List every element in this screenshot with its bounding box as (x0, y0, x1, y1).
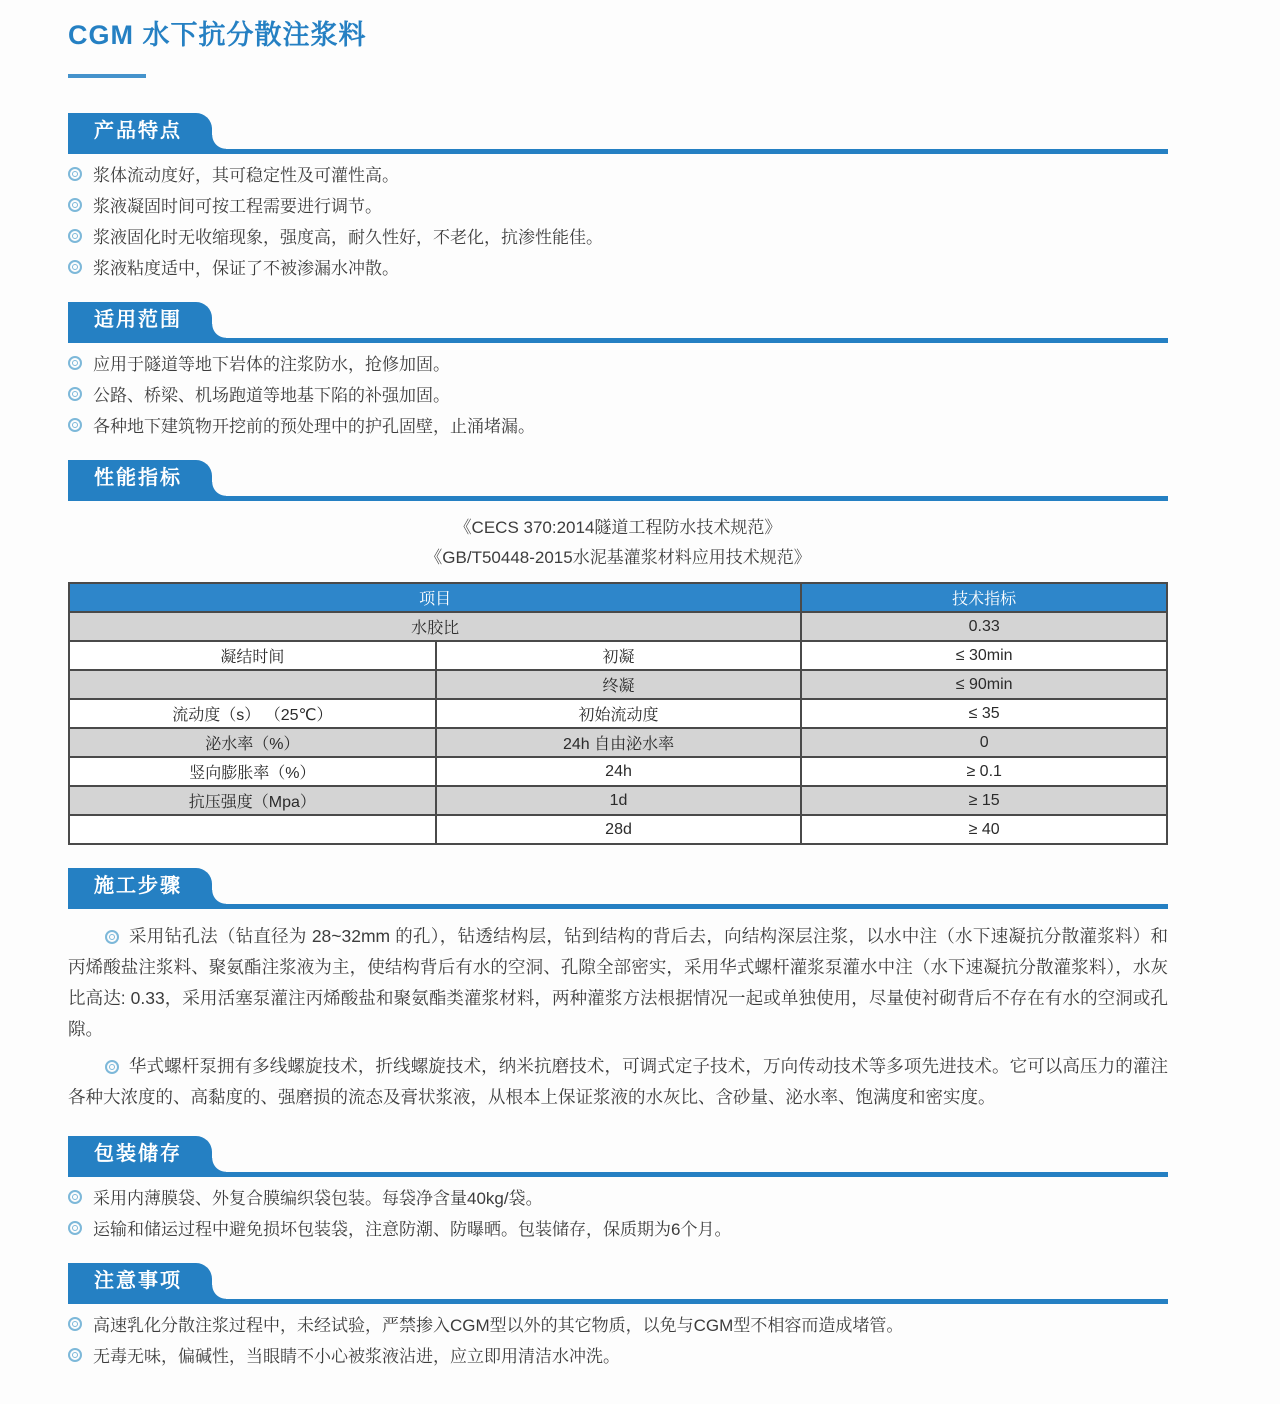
bullseye-icon (68, 418, 82, 432)
standard-line: 《CECS 370:2014隧道工程防水技术规范》 (454, 518, 782, 537)
list-item-text: 浆液粘度适中，保证了不被渗漏水冲散。 (93, 259, 399, 278)
cell-item (69, 670, 436, 699)
list-item-text: 高速乳化分散注浆过程中，未经试验，严禁掺入CGM型以外的其它物质，以免与CGM型不相容而造成堵管。 (93, 1316, 904, 1335)
table-header-value: 技术指标 (801, 583, 1167, 612)
section-heading-label: 包装储存 (94, 1143, 182, 1165)
list-item (68, 417, 1168, 437)
list-item-text: 运输和储运过程中避免损坏包装袋，注意防潮、防曝晒。包装储存，保质期为6个月。 (93, 1220, 732, 1239)
cell-item: 抗压强度（Mpa） (69, 786, 436, 815)
bullseye-icon (68, 229, 82, 243)
section-header-performance (68, 465, 1168, 501)
table-row (69, 699, 1167, 728)
section-heading-label: 注意事项 (94, 1270, 182, 1292)
list-item-text: 各种地下建筑物开挖前的预处理中的护孔固壁，止涌堵漏。 (93, 417, 535, 436)
scope-tab (68, 302, 212, 338)
section-header-precautions (68, 1268, 1168, 1304)
table-header-item: 项目 (69, 583, 801, 612)
cell-sub: 终凝 (436, 670, 802, 699)
performance-table (68, 582, 1168, 845)
bullseye-icon (68, 356, 82, 370)
bullseye-icon (68, 1348, 82, 1362)
cell-sub: 初始流动度 (436, 699, 802, 728)
section-heading-label: 适用范围 (94, 309, 182, 331)
table-row (69, 641, 1167, 670)
page-title: CGM 水下抗分散注浆料 (68, 20, 367, 50)
table-header-row (69, 583, 1167, 612)
standards-references (68, 513, 1168, 573)
table-row (69, 815, 1167, 844)
bullseye-icon (68, 1190, 82, 1204)
bullseye-icon (68, 1317, 82, 1331)
bullseye-icon (68, 387, 82, 401)
cell-value: ≤ 35 (801, 699, 1167, 728)
paragraph-text: 采用钻孔法（钻直径为 28~32mm 的孔），钻透结构层，钻到结构的背后去，向结构深层注浆，以水中注（水下速凝抗分散灌浆料）和丙烯酸盐注浆料、聚氨酯注浆液为主，使结构背后有水的空洞、孔隙全部密实，采用华式螺杆灌浆泵灌水中注（水下速凝抗分散灌浆料），水灰比高达: 0.33，采用活塞泵灌注丙烯酸盐和聚氨酯类灌浆材料，两种灌浆方法根据情况一起或单独使用，尽量使衬砌背后不存在有水的空洞或孔隙。 (68, 926, 1168, 1039)
section-header-packaging (68, 1141, 1168, 1177)
bullseye-icon (68, 260, 82, 274)
table-row (69, 728, 1167, 757)
performance-tab (68, 460, 212, 496)
cell-item: 水胶比 (69, 612, 801, 641)
features-list (68, 166, 1168, 279)
section-heading-label: 产品特点 (94, 120, 182, 142)
list-item (68, 166, 1168, 186)
bullseye-icon (105, 1060, 119, 1074)
list-item-text: 浆体流动度好，其可稳定性及可灌性高。 (93, 166, 399, 185)
packaging-list (68, 1189, 1168, 1240)
list-item-text: 浆液固化时无收缩现象，强度高，耐久性好，不老化，抗渗性能佳。 (93, 228, 603, 247)
cell-item: 流动度（s） （25℃） (69, 699, 436, 728)
list-item (68, 1347, 1168, 1367)
cell-value: ≥ 40 (801, 815, 1167, 844)
bullseye-icon (68, 1221, 82, 1235)
cell-value: ≥ 15 (801, 786, 1167, 815)
list-item (68, 197, 1168, 217)
section-header-scope (68, 307, 1168, 343)
scope-list (68, 355, 1168, 437)
precautions-tab (68, 1263, 212, 1299)
packaging-tab (68, 1136, 212, 1172)
list-item-text: 公路、桥梁、机场跑道等地基下陷的补强加固。 (93, 386, 450, 405)
list-item (68, 1316, 1168, 1336)
bullseye-icon (105, 930, 119, 944)
paragraph (68, 921, 1168, 1045)
cell-item: 凝结时间 (69, 641, 436, 670)
bullseye-icon (68, 167, 82, 181)
list-item (68, 1220, 1168, 1240)
cell-item: 泌水率（%） (69, 728, 436, 757)
construction-paragraphs (68, 921, 1168, 1113)
list-item-text: 应用于隧道等地下岩体的注浆防水，抢修加固。 (93, 355, 450, 374)
section-header-features (68, 118, 1168, 154)
list-item-text: 浆液凝固时间可按工程需要进行调节。 (93, 197, 382, 216)
title-underline (68, 74, 146, 78)
bullseye-icon (68, 198, 82, 212)
paragraph (68, 1051, 1168, 1113)
list-item-text: 无毒无味，偏碱性，当眼睛不小心被浆液沾进，应立即用清洁水冲洗。 (93, 1347, 620, 1366)
list-item-text: 采用内薄膜袋、外复合膜编织袋包装。每袋净含量40kg/袋。 (93, 1189, 543, 1208)
cell-sub: 24h 自由泌水率 (436, 728, 802, 757)
features-tab (68, 113, 212, 149)
table-row (69, 786, 1167, 815)
cell-value: 0.33 (801, 612, 1167, 641)
paragraph-text: 华式螺杆泵拥有多线螺旋技术，折线螺旋技术，纳米抗磨技术，可调式定子技术，万向传动技术等多项先进技术。它可以高压力的灌注各种大浓度的、高黏度的、强磨损的流态及膏状浆液，从根本上保证浆液的水灰比、含砂量、泌水率、饱满度和密实度。 (68, 1056, 1168, 1107)
cell-value: 0 (801, 728, 1167, 757)
section-heading-label: 性能指标 (94, 467, 182, 489)
cell-value: ≥ 0.1 (801, 757, 1167, 786)
cell-sub: 初凝 (436, 641, 802, 670)
section-heading-label: 施工步骤 (94, 875, 182, 897)
cell-value: ≤ 30min (801, 641, 1167, 670)
list-item (68, 386, 1168, 406)
construction-tab (68, 868, 212, 904)
table-row (69, 670, 1167, 699)
cell-sub: 1d (436, 786, 802, 815)
standard-line: 《GB/T50448-2015水泥基灌浆材料应用技术规范》 (425, 548, 811, 567)
table-row (69, 612, 1167, 641)
cell-item (69, 815, 436, 844)
precautions-list (68, 1316, 1168, 1367)
list-item (68, 228, 1168, 248)
list-item (68, 1189, 1168, 1209)
table-row (69, 757, 1167, 786)
list-item (68, 355, 1168, 375)
cell-value: ≤ 90min (801, 670, 1167, 699)
list-item (68, 259, 1168, 279)
cell-sub: 24h (436, 757, 802, 786)
section-header-construction (68, 873, 1168, 909)
cell-item: 竖向膨胀率（%） (69, 757, 436, 786)
cell-sub: 28d (436, 815, 802, 844)
